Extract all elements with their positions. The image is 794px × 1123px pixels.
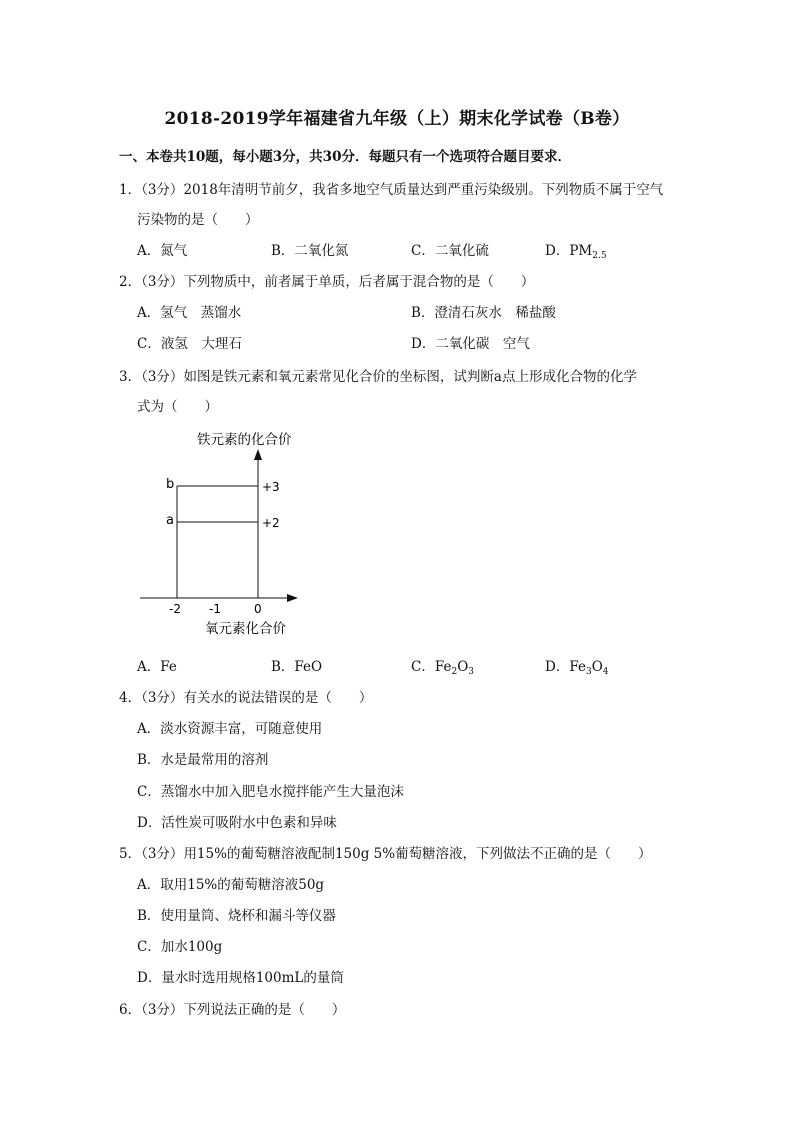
x-tick-0: 0 [254, 602, 262, 616]
q5-option-d: D．量水时选用规格100mL的量筒 [137, 970, 344, 986]
q4-option-a: A．淡水资源丰富，可随意使用 [137, 721, 323, 737]
q1-option-c: C．二氧化硫 [411, 243, 489, 259]
question-4-stem [119, 686, 372, 706]
q3-option-a: A．Fe [137, 659, 177, 675]
question-score: （3分） [141, 369, 184, 385]
y-axis-label: 铁元素的化合价 [197, 432, 292, 448]
q1-option-d: D．$PM_{2.5}$ [545, 243, 607, 261]
section-heading: 一、本卷共10题，每小题3分，共30分．每题只有一个选项符合题目要求． [119, 149, 571, 165]
q5-option-b: B．使用量筒、烧杯和漏斗等仪器 [137, 908, 336, 924]
q2-option-a: A．氢气 蒸馏水 [137, 305, 242, 321]
question-score: （3分） [141, 1002, 184, 1018]
question-text: 用15%的葡萄糖溶液配制150g 5%葡萄糖溶液，下列做法不正确的是（ ） [183, 846, 652, 862]
y-tick-plus2: +2 [262, 516, 280, 530]
question-text: 2018年清明节前夕，我省多地空气质量达到严重污染级别。下列物质不属于空气 [183, 182, 664, 198]
question-number: 6． [119, 1002, 142, 1018]
question-number: 4． [119, 690, 142, 706]
x-tick-minus1: -1 [209, 602, 221, 616]
page-title: 2018-2019学年福建省九年级（上）期末化学试卷（B卷） [164, 109, 630, 129]
question-5-stem [119, 842, 652, 862]
q3-option-c: C．$Fe_2O_3$ [411, 659, 474, 677]
question-score: （3分） [141, 182, 184, 198]
question-text: 下列物质中，前者属于单质，后者属于混合物的是（ ） [183, 274, 535, 290]
question-text: 如图是铁元素和氧元素常见化合价的坐标图，试判断a点上形成化合物的化学 [183, 369, 637, 385]
question-3-stem [119, 365, 637, 385]
q1-option-b: B．二氧化氮 [271, 243, 349, 259]
x-axis-label: 氧元素化合价 [205, 621, 286, 637]
question-number: 1． [119, 182, 142, 198]
q5-option-c: C．加水100g [137, 939, 223, 955]
question-text: 有关水的说法错误的是（ ） [183, 690, 373, 706]
y-tick-plus3: +3 [262, 480, 280, 494]
question-score: （3分） [141, 274, 184, 290]
q2-option-b: B．澄清石灰水 稀盐酸 [411, 305, 556, 321]
question-text: 下列说法正确的是（ ） [183, 1002, 346, 1018]
question-number: 3． [119, 369, 142, 385]
q5-option-a: A．取用15%的葡萄糖溶液50g [137, 877, 325, 893]
q1-option-a: A．氮气 [137, 243, 188, 259]
x-tick-minus2: -2 [169, 602, 181, 616]
question-score: （3分） [141, 846, 184, 862]
question-3-stem-cont: 式为（ ） [137, 399, 218, 415]
point-b-label: b [166, 477, 175, 492]
question-2-stem [119, 270, 534, 290]
question-number: 5． [119, 846, 142, 862]
question-1-stem-cont: 污染物的是（ ） [137, 212, 259, 228]
q4-option-b: B．水是最常用的溶剂 [137, 752, 269, 768]
question-6-stem [119, 998, 345, 1018]
q4-option-d: D．活性炭可吸附水中色素和异味 [137, 815, 337, 831]
q4-option-c: C．蒸馏水中加入肥皂水搅拌能产生大量泡沫 [137, 784, 404, 800]
point-a-label: a [166, 513, 174, 528]
q3-option-b: B．FeO [271, 659, 323, 675]
y-axis-arrow [254, 449, 262, 460]
valence-coordinate-diagram [140, 420, 340, 645]
q2-option-d: D．二氧化碳 空气 [411, 336, 530, 352]
x-axis-arrow [287, 594, 298, 602]
q2-option-c: C．液氢 大理石 [137, 336, 242, 352]
question-score: （3分） [141, 690, 184, 706]
q3-option-d: D．$Fe_3O_4$ [545, 659, 609, 677]
question-1-stem [119, 178, 663, 198]
question-number: 2． [119, 274, 142, 290]
